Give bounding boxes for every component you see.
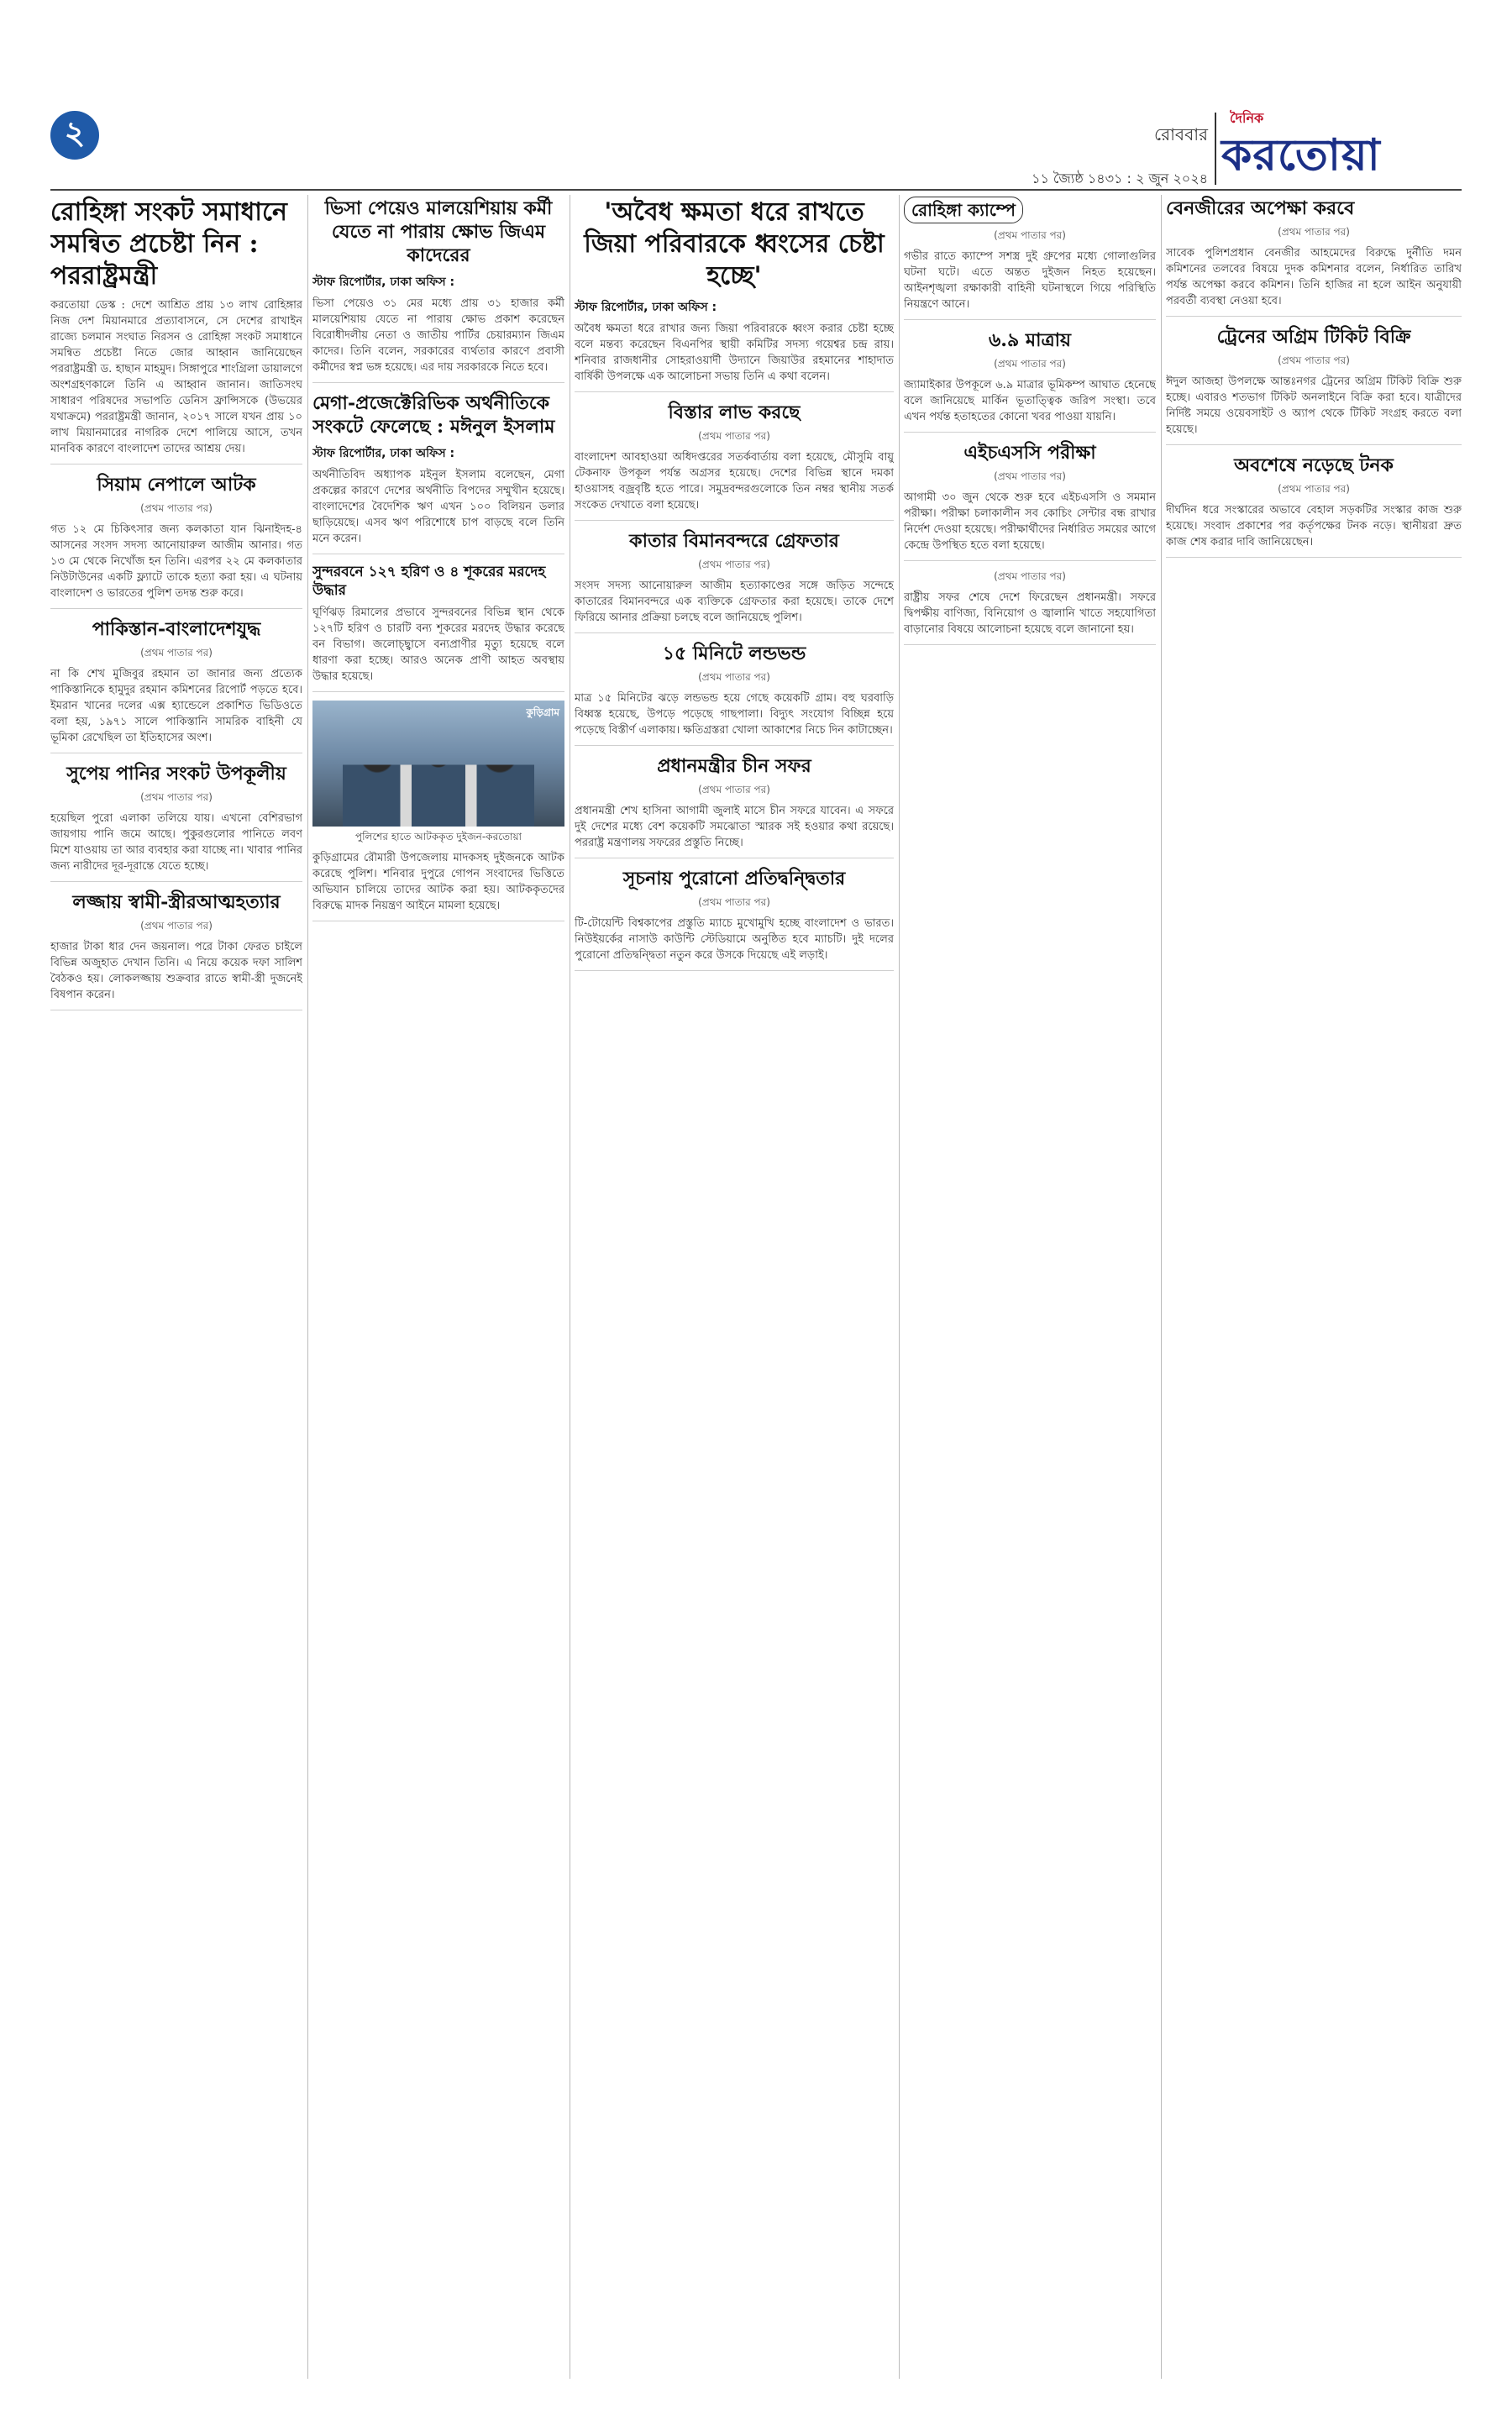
article-storm-15-minutes[interactable]	[575, 642, 894, 746]
article-body: রাষ্ট্রীয় সফর শেষে দেশে ফিরেছেন প্রধানমন্ত্রী। সফরে দ্বিপক্ষীয় বাণিজ্য, বিনিয়োগ ও জ্বালানি খাতে সহযোগিতা বাড়ানোর বিষয়ে আলোচনা হয়েছে বলে জানানো হয়।	[904, 591, 1156, 636]
article-kurigram-arrest[interactable]	[312, 701, 564, 921]
date-line: ১১ জ্যৈষ্ঠ ১৪৩১ : ২ জুন ২০২৪	[1032, 171, 1208, 186]
page-number-badge: ২	[50, 111, 99, 160]
continuation-note: (প্রথম পাতার পর)	[994, 229, 1066, 241]
article-body: অর্থনীতিবিদ অধ্যাপক মইনুল ইসলাম বলেছেন, মেগা প্রকল্পের কারণে দেশের অর্থনীতি বিপদের সম্মুখীন হয়েছে। বাংলাদেশের বৈদেশিক ঋণ এখন ১০০ বিলিয়ন ডলার ছাড়িয়েছে। এসব ঋণ পরিশোধে চাপ বাড়ছে বলে তিনি মনে করেন।	[312, 469, 564, 545]
headline[interactable]: ট্রেনের অগ্রিম টিকিট বিক্রি	[1216, 326, 1411, 348]
headline[interactable]: মেগা-প্রজেক্টেরিভিক অর্থনীতিকে সংকটে ফেলেছে : মঈনুল ইসলাম	[312, 392, 555, 438]
article-body: জ্যামাইকার উপকূলে ৬.৯ মাত্রার ভূমিকম্প আঘাত হেনেছে বলে জানিয়েছে মার্কিন ভূতাত্ত্বিক জরিপ সংস্থা। তবে এখন পর্যন্ত হতাহতের কোনো খবর পাওয়া যায়নি।	[904, 379, 1156, 423]
headline[interactable]: ৬.৯ মাত্রায়	[989, 329, 1071, 351]
continuation-note: (প্রথম পাতার পর)	[994, 470, 1066, 482]
article-body: আগামী ৩০ জুন থেকে শুরু হবে এইচএসসি ও সমমান পরীক্ষা। পরীক্ষা চলাকালীন সব কোচিং সেন্টার বন্ধ রাখার নির্দেশ দেওয়া হয়েছে। পরীক্ষার্থীদের নির্ধারিত সময়ের আগে কেন্দ্রে উপস্থিত হতে বলা হয়েছে।	[904, 491, 1156, 552]
headline[interactable]: সুপেয় পানির সংকট উপকূলীয়	[66, 763, 286, 785]
news-photo[interactable]	[312, 701, 564, 827]
photo-location-stamp: কুড়িগ্রাম	[526, 706, 559, 718]
column-5	[1166, 195, 1462, 2379]
article-body: দীর্ঘদিন ধরে সংস্কারের অভাবে বেহাল সড়কটির সংস্কার কাজ শুরু হয়েছে। সংবাদ প্রকাশের পর কর্তৃপক্ষের টনক নড়ে। স্থানীয়রা দ্রুত কাজ শেষ করার দাবি জানিয়েছেন।	[1166, 504, 1462, 548]
headline[interactable]: ভিসা পেয়েও মালয়েশিয়ায় কর্মী যেতে না পারায় ক্ষোভ জিএম কাদেরের	[324, 197, 553, 266]
byline: স্টাফ রিপোর্টার, ঢাকা অফিস :	[312, 276, 455, 289]
article-body: ঈদুল আজহা উপলক্ষে আন্তঃনগর ট্রেনের অগ্রিম টিকিট বিক্রি শুরু হচ্ছে। এবারও শতভাগ টিকিট অনলাইনে বিক্রি করা হবে। যাত্রীদের নির্দিষ্ট সময়ে ওয়েবসাইট ও অ্যাপ থেকে টিকিট সংগ্রহ করতে বলা হয়েছে।	[1166, 375, 1462, 436]
article-body: বাংলাদেশ আবহাওয়া অধিদপ্তরের সতর্কবার্তায় বলা হয়েছে, মৌসুমি বায়ু টেকনাফ উপকূল পর্যন্ত অগ্রসর হয়েছে। দেশের বিভিন্ন স্থানে দমকা হাওয়াসহ বজ্রবৃষ্টি হতে পারে। সমুদ্রবন্দরগুলোকে তিন নম্বর স্থানীয় সতর্ক সংকেত দেখাতে বলা হয়েছে।	[575, 451, 894, 512]
article-zia-family[interactable]	[575, 197, 894, 392]
continuation-note: (প্রথম পাতার পর)	[140, 647, 213, 659]
headline[interactable]: প্রধানমন্ত্রীর চীন সফর	[657, 755, 811, 777]
continuation-note: (প্রথম পাতার পর)	[140, 502, 213, 514]
column-2	[312, 195, 564, 2379]
article-body: মাত্র ১৫ মিনিটের ঝড়ে লন্ডভন্ড হয়ে গেছে কয়েকটি গ্রাম। বহু ঘরবাড়ি বিধ্বস্ত হয়েছে, উপড়ে পড়েছে গাছপালা। বিদ্যুৎ সংযোগ বিচ্ছিন্ন হয়ে পড়েছে বিস্তীর্ণ এলাকায়। ক্ষতিগ্রস্তরা খোলা আকাশের নিচে দিন কাটাচ্ছেন।	[575, 692, 894, 737]
continuation-note: (প্রথম পাতার পর)	[698, 784, 770, 795]
photo-caption: পুলিশের হাতে আটককৃত দুইজন-করতোয়া	[354, 831, 522, 842]
masthead	[50, 101, 1462, 185]
article-finally-moved[interactable]	[1166, 454, 1462, 558]
article-drinking-water[interactable]	[50, 762, 302, 882]
column-divider	[899, 195, 900, 2379]
headline[interactable]: সূচনায় পুরোনো প্রতিদ্বন্দ্বিতার	[622, 868, 846, 890]
article-body: হাজার টাকা ধার দেন জয়নাল। পরে টাকা ফেরত চাইলে বিভিন্ন অজুহাত দেখান তিনি। এ নিয়ে কয়েক দফা সালিশ বৈঠকও হয়। লোকলজ্জায় শুক্রবার রাতে স্বামী-স্ত্রী দুজনেই বিষপান করেন।	[50, 941, 302, 1001]
article-body: টি-টোয়েন্টি বিশ্বকাপের প্রস্তুতি ম্যাচে মুখোমুখি হচ্ছে বাংলাদেশ ও ভারত। নিউইয়র্কের নাসাউ কাউন্টি স্টেডিয়ামে অনুষ্ঠিত হবে ম্যাচটি। দুই দলের পুরোনো প্রতিদ্বন্দ্বিতা নতুন করে উসকে দিয়েছে এই লড়াই।	[575, 917, 894, 962]
article-malaysia-workers[interactable]	[312, 197, 564, 383]
article-body: হয়েছিল পুরো এলাকা তলিয়ে যায়। এখনো বেশিরভাগ জায়গায় পানি জমে আছে। পুকুরগুলোর পানিতে লবণ মিশে যাওয়ায় তা আর ব্যবহার করা যাচ্ছে না। খাবার পানির জন্য নারীদের দূর-দূরান্তে যেতে হচ্ছে।	[50, 812, 302, 873]
headline[interactable]: 'অবৈধ ক্ষমতা ধরে রাখতে জিয়া পরিবারকে ধ্বংসের চেষ্টা হচ্ছে'	[584, 197, 885, 291]
logo-name: করতোয়া	[1221, 129, 1381, 181]
article-siam-nepal[interactable]	[50, 473, 302, 609]
continuation-note: (প্রথম পাতার পর)	[698, 671, 770, 683]
article-mega-projects[interactable]	[312, 391, 564, 554]
continuation-note: (প্রথম পাতার পর)	[1278, 354, 1350, 366]
headline[interactable]: রোহিঙ্গা সংকট সমাধানে সমন্বিত প্রচেষ্টা নিন : পররাষ্ট্রমন্ত্রী	[50, 197, 287, 291]
article-earthquake[interactable]	[904, 328, 1156, 433]
continuation-note: (প্রথম পাতার পর)	[1278, 226, 1350, 238]
column-3	[575, 195, 894, 2379]
article-old-rivalry[interactable]	[575, 867, 894, 971]
headline[interactable]: কাতার বিমানবন্দরে গ্রেফতার	[629, 530, 839, 552]
article-couple-suicide[interactable]	[50, 890, 302, 1010]
continuation-note: (প্রথম পাতার পর)	[994, 570, 1066, 582]
article-body: প্রধানমন্ত্রী শেখ হাসিনা আগামী জুলাই মাসে চীন সফরে যাবেন। এ সফরে দুই দেশের মধ্যে বেশ কয়েকটি সমঝোতা স্মারক সই হওয়ার কথা রয়েছে। পররাষ্ট্র মন্ত্রণালয় সফরের প্রস্তুতি নিচ্ছে।	[575, 805, 894, 849]
continuation-note: (প্রথম পাতার পর)	[140, 791, 213, 803]
article-body: না কি শেখ মুজিবুর রহমান তা জানার জন্য প্রত্যেক পাকিস্তানিকে হামুদুর রহমান কমিশনের রিপোর্ট পড়তে হবে। ইমরান খানের দলের এক্স হ্যান্ডেলে প্রকাশিত ভিডিওতে বলা হয়, ১৯৭১ সালে পাকিস্তানি সামরিক বাহিনী যে ভূমিকা রেখেছিল তা ইতিহাসের অংশ।	[50, 668, 302, 744]
headline[interactable]: লজ্জায় স্বামী-স্ত্রীরআত্মহত্যার	[72, 891, 281, 913]
article-body: গভীর রাতে ক্যাম্পে সশস্ত্র দুই গ্রুপের মধ্যে গোলাগুলির ঘটনা ঘটে। এতে অন্তত দুইজন নিহত হয়েছেন। আইনশৃঙ্খলা রক্ষাকারী বাহিনী ঘটনাস্থলে গিয়ে পরিস্থিতি নিয়ন্ত্রণে আনে।	[904, 250, 1156, 311]
article-rohingya-camp[interactable]	[904, 195, 1156, 320]
column-divider	[1161, 195, 1162, 2379]
headline[interactable]: বেনজীরের অপেক্ষা করবে	[1166, 197, 1355, 219]
headline[interactable]: রোহিঙ্গা ক্যাম্পে	[904, 197, 1023, 223]
newspaper-logo	[1221, 108, 1462, 181]
article-pakistan-war[interactable]	[50, 617, 302, 753]
logo-prefix: দৈনিক	[1230, 110, 1264, 126]
article-body: অবৈধ ক্ষমতা ধরে রাখার জন্য জিয়া পরিবারকে ধ্বংস করার চেষ্টা হচ্ছে বলে মন্তব্য করেছেন বিএনপির স্থায়ী কমিটির সদস্য গয়েশ্বর চন্দ্র রায়। শনিবার রাজধানীর সোহরাওয়ার্দী উদ্যানে জিয়াউর রহমানের শাহাদাত বার্ষিকী উপলক্ষে এক আলোচনা সভায় তিনি এ কথা বলেন।	[575, 323, 894, 383]
column-divider	[307, 195, 308, 2379]
column-4	[904, 195, 1156, 2379]
article-rohingya-minister[interactable]	[50, 197, 302, 464]
continuation-note: (প্রথম পাতার পর)	[994, 358, 1066, 370]
article-qatar-arrest[interactable]	[575, 529, 894, 633]
headline[interactable]: পাকিস্তান-বাংলাদেশযুদ্ধ	[92, 618, 261, 640]
weekday: রোববার	[1154, 124, 1208, 144]
continuation-note: (প্রথম পাতার পর)	[140, 920, 213, 932]
headline[interactable]: সুন্দরবনে ১২৭ হরিণ ও ৪ শূকরের মরদেহ উদ্ধার	[312, 564, 546, 599]
byline: স্টাফ রিপোর্টার, ঢাকা অফিস :	[312, 447, 455, 460]
article-body: ঘূর্ণিঝড় রিমালের প্রভাবে সুন্দরবনের বিভিন্ন স্থান থেকে ১২৭টি হরিণ ও চারটি বন্য শূকরের মরদেহ উদ্ধার করেছে বন বিভাগ। জলোচ্ছ্বাসে বন্যপ্রাণীর মৃত্যু হয়েছে বলে ধারণা করা হচ্ছে। আরও অনেক প্রাণী আহত অবস্থায় উদ্ধার হয়েছে।	[312, 606, 564, 683]
headline[interactable]: ১৫ মিনিটে লন্ডভন্ড	[662, 643, 806, 664]
article-train-tickets[interactable]	[1166, 325, 1462, 445]
article-body: ভিসা পেয়েও ৩১ মের মধ্যে প্রায় ৩১ হাজার কর্মী মালয়েশিয়ায় যেতে না পারায় ক্ষোভ প্রকাশ করেছেন বিরোধীদলীয় নেতা ও জাতীয় পার্টির চেয়ারম্যান জিএম কাদের। তিনি বলেন, সরকারের ব্যর্থতার কারণে প্রবাসী কর্মীদের স্বপ্ন ভঙ্গ হয়েছে। এর দায় সরকারকে নিতে হবে।	[312, 297, 564, 374]
article-benazir[interactable]	[1166, 197, 1462, 317]
headline[interactable]: সিয়াম নেপালে আটক	[97, 474, 256, 496]
article-body: করতোয়া ডেস্ক : দেশে আশ্রিত প্রায় ১৩ লাখ রোহিঙ্গার নিজ দেশ মিয়ানমারে প্রত্যাবাসনে, সে দেশের রাখাইন রাজ্যে চলমান সংঘাত নিরসন ও রোহিঙ্গা সংকট সমাধানে সমন্বিত প্রচেষ্টা নিতে জোর আহ্বান জানিয়েছেন পররাষ্ট্রমন্ত্রী ড. হাছান মাহমুদ। সিঙ্গাপুরে শাংগ্রিলা ডায়ালগে অংশগ্রহণকালে তিনি এ আহ্বান জানান। জাতিসংঘ সাধারণ পরিষদের সভাপতি ডেনিস ফ্রান্সিসকে (উভয়ের যথাক্রমে) পররাষ্ট্রমন্ত্রী জানান, ২০১৭ সালে যখন প্রায় ১০ লাখ মিয়ানমারের নাগরিক দেশে পালিয়ে আসে, তখন মানবিক কারণে বাংলাদেশ তাদের আশ্রয় দেয়।	[50, 299, 302, 455]
headline[interactable]: বিস্তার লাভ করছে	[668, 402, 801, 423]
article-body: সংসদ সদস্য আনোয়ারুল আজীম হত্যাকাণ্ডের সঙ্গে জড়িত সন্দেহে কাতারের বিমানবন্দরে এক ব্যক্তিকে গ্রেফতার করা হয়েছে। তাকে দেশে ফিরিয়ে আনার প্রক্রিয়া চলছে বলে জানিয়েছে পুলিশ।	[575, 580, 894, 624]
headline[interactable]: এইচএসসি পরীক্ষা	[963, 442, 1096, 464]
article-sundarbans-deer[interactable]	[312, 563, 564, 692]
headline[interactable]: অবশেষে নড়েছে টনক	[1234, 454, 1394, 476]
masthead-divider	[1215, 113, 1216, 185]
masthead-rule	[50, 189, 1462, 191]
article-hsc-exam[interactable]	[904, 441, 1156, 561]
article-pm-china-visit[interactable]	[575, 754, 894, 858]
continuation-note: (প্রথম পাতার পর)	[698, 430, 770, 442]
article-body: গত ১২ মে চিকিৎসার জন্য কলকাতা যান ঝিনাইদহ-৪ আসনের সংসদ সদস্য আনোয়ারুল আজীম আনার। গত ১৩ মে থেকে নিখোঁজ হন তিনি। এরপর ২২ মে কলকাতার নিউটাউনের একটি ফ্ল্যাটে তাকে হত্যা করা হয়। এ ঘটনায় বাংলাদেশ ও ভারতের পুলিশ তদন্ত শুরু করে।	[50, 523, 302, 600]
continuation-note: (প্রথম পাতার পর)	[1278, 483, 1350, 495]
byline: স্টাফ রিপোর্টার, ঢাকা অফিস :	[575, 301, 717, 314]
column-1	[50, 195, 302, 2379]
continuation-note: (প্রথম পাতার পর)	[698, 559, 770, 570]
article-monsoon[interactable]	[575, 401, 894, 521]
continuation-note: (প্রথম পাতার পর)	[698, 896, 770, 908]
article-body: কুড়িগ্রামের রৌমারী উপজেলায় মাদকসহ দুইজনকে আটক করেছে পুলিশ। শনিবার দুপুরে গোপন সংবাদের ভিত্তিতে অভিযান চালিয়ে তাদের আটক করা হয়। আটককৃতদের বিরুদ্ধে মাদক নিয়ন্ত্রণ আইনে মামলা হয়েছে।	[312, 852, 564, 912]
article-body: সাবেক পুলিশপ্রধান বেনজীর আহমেদের বিরুদ্ধে দুর্নীতি দমন কমিশনের তলবের বিষয়ে দুদক কমিশনার বলেন, নির্ধারিত তারিখ পর্যন্ত অপেক্ষা করবে কমিশন। তিনি হাজির না হলে আইন অনুযায়ী পরবর্তী ব্যবস্থা নেওয়া হবে।	[1166, 247, 1462, 307]
article-continued[interactable]	[904, 569, 1156, 645]
